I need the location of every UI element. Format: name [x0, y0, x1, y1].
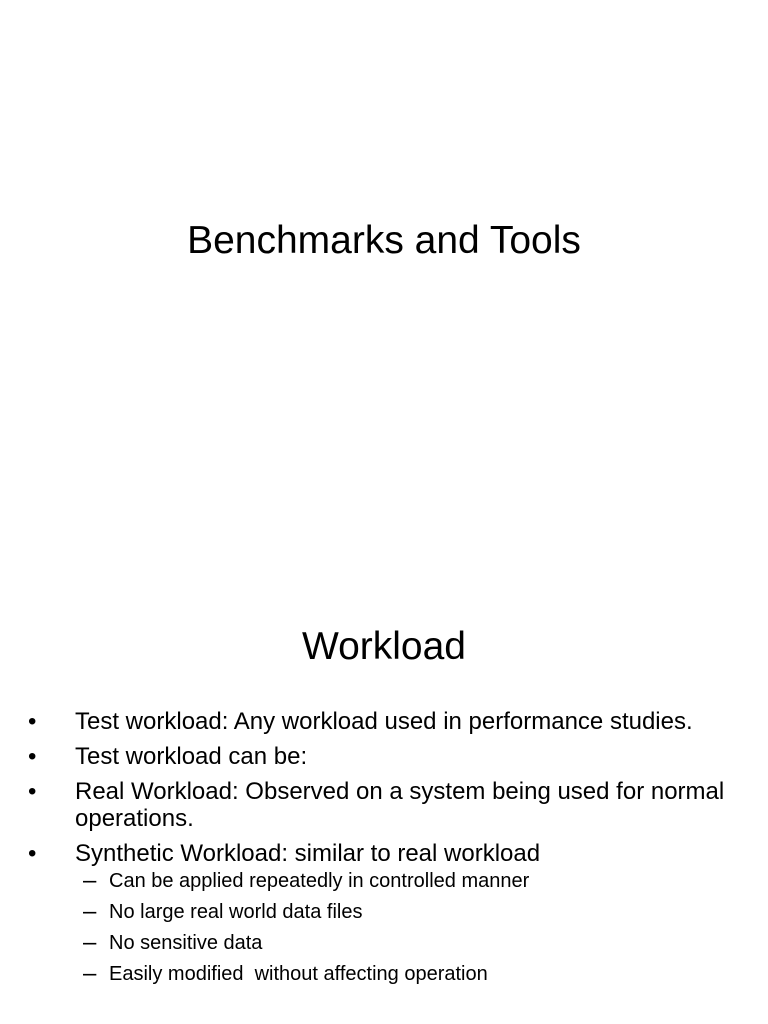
slide-title: Workload: [301, 625, 467, 668]
bullet-text: Real Workload: Observed on a system being used for normal operations.: [75, 778, 725, 832]
sub-bullet-item: [75, 962, 744, 986]
sub-bullet-text: Can be applied repeatedly in controlled manner: [109, 870, 530, 892]
bullet-marker: •: [28, 778, 37, 805]
sub-bullet-marker: –: [83, 960, 97, 987]
bullet-marker: •: [28, 708, 37, 735]
sub-bullet-marker: –: [83, 929, 97, 956]
slide-title: Benchmarks and Tools: [187, 219, 581, 262]
sub-bullet-marker: –: [83, 867, 97, 894]
sub-bullet-item: [75, 931, 744, 955]
bullet-item: [24, 778, 744, 832]
bullet-text: Test workload: Any workload used in performance studies.: [75, 708, 693, 735]
bullet-item: [24, 743, 744, 770]
bullet-item: [24, 708, 744, 735]
bullet-list: [24, 708, 744, 994]
sub-bullet-item: [75, 900, 744, 924]
bullet-text: Test workload can be:: [75, 743, 308, 770]
sub-bullet-item: [75, 869, 744, 893]
sub-bullet-marker: –: [83, 898, 97, 925]
slide-workload: [0, 576, 768, 1024]
bullet-marker: •: [28, 840, 37, 867]
bullet-item: [24, 840, 744, 986]
bullet-marker: •: [28, 743, 37, 770]
sub-bullet-text: No large real world data files: [109, 901, 363, 923]
sub-bullet-text: Easily modified without affecting operation: [109, 963, 488, 985]
bullet-text: Synthetic Workload: similar to real workload: [75, 840, 541, 867]
sub-bullet-text: No sensitive data: [109, 932, 263, 954]
sub-bullet-list: [75, 869, 744, 986]
